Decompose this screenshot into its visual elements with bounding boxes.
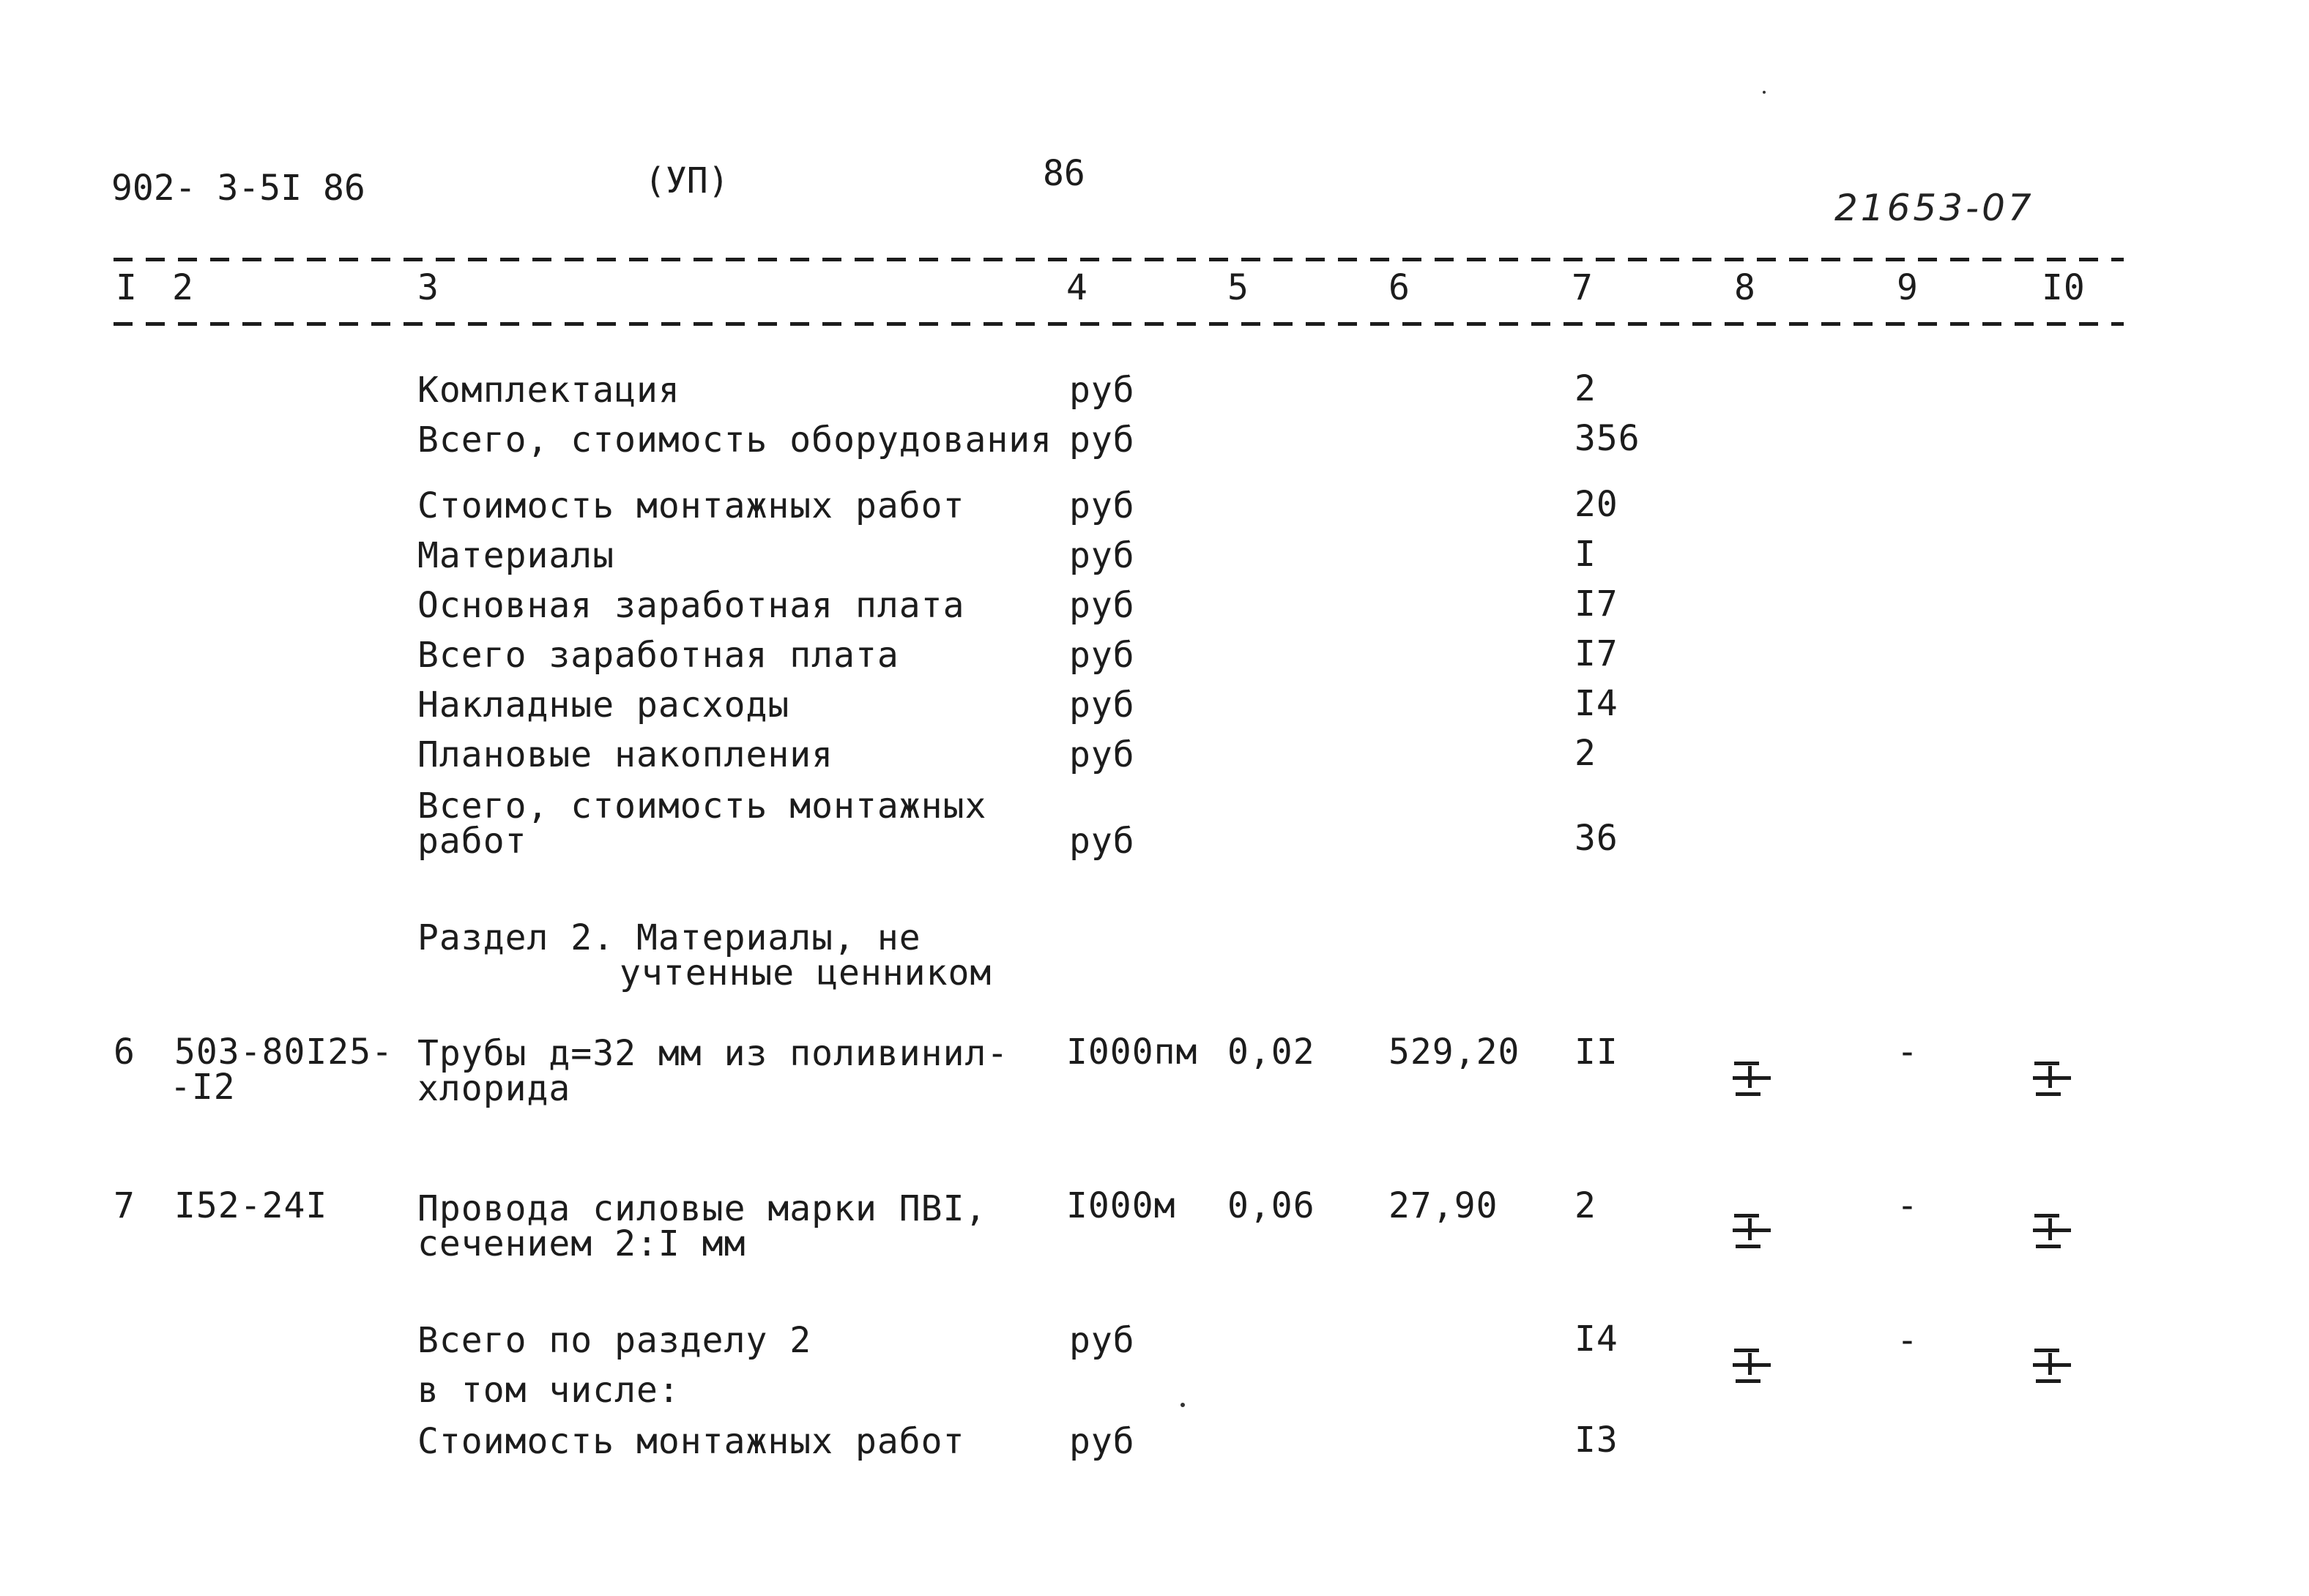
row-unit: руб xyxy=(1069,419,1135,460)
col-header-7: 7 xyxy=(1572,267,1594,308)
ditto-mark xyxy=(2033,1209,2071,1252)
row-value: 20 xyxy=(1574,484,1618,525)
item-quantity: 0,02 xyxy=(1227,1032,1315,1073)
section-total-label: Всего по разделу 2 xyxy=(417,1320,812,1361)
row-unit: руб xyxy=(1069,821,1135,862)
row-value: 356 xyxy=(1574,418,1640,459)
row-value: I7 xyxy=(1574,633,1618,674)
row-unit: руб xyxy=(1069,685,1135,726)
row-value: 2 xyxy=(1574,368,1596,409)
item-price: 529,20 xyxy=(1388,1032,1520,1073)
row-name: Всего заработная плата xyxy=(417,635,899,676)
col-header-1: I xyxy=(116,267,138,308)
item-code-line2: -I2 xyxy=(170,1067,236,1108)
section-total-value: I4 xyxy=(1574,1319,1618,1360)
item-number: 6 xyxy=(114,1032,135,1073)
row-name-line1: Всего, стоимость монтажных xyxy=(417,786,987,827)
row-value: I4 xyxy=(1574,683,1618,724)
row-name-line2: работ xyxy=(417,821,527,862)
header-rule-top xyxy=(114,258,2124,261)
ditto-mark xyxy=(1733,1344,1771,1387)
row-name: Накладные расходы xyxy=(417,685,790,726)
including-label: в том числе: xyxy=(417,1370,680,1411)
row-unit: руб xyxy=(1069,485,1135,526)
speck-mark xyxy=(1763,91,1766,94)
item-name-line2: сечением 2:I мм xyxy=(417,1223,746,1264)
row-value: 2 xyxy=(1574,733,1596,774)
ditto-mark xyxy=(2033,1344,2071,1387)
row-unit: руб xyxy=(1069,734,1135,775)
col-header-9: 9 xyxy=(1897,267,1919,308)
col-header-4: 4 xyxy=(1066,267,1088,308)
row-name: Материалы xyxy=(417,535,615,576)
row-name: Комплектация xyxy=(417,370,680,411)
row-value: I7 xyxy=(1574,583,1618,624)
page-number: 86 xyxy=(1043,153,1085,194)
row-unit: руб xyxy=(1069,535,1135,576)
col-header-6: 6 xyxy=(1388,267,1410,308)
row-unit: руб xyxy=(1069,585,1135,626)
item-total: 2 xyxy=(1574,1185,1596,1226)
col-header-8: 8 xyxy=(1734,267,1756,308)
col-header-3: 3 xyxy=(417,267,439,308)
item-price: 27,90 xyxy=(1388,1185,1498,1226)
inventory-number: 21653-07 xyxy=(1834,187,2034,229)
item-name-line1: Трубы д=32 мм из поливинил- xyxy=(417,1033,1009,1074)
row-unit: руб xyxy=(1069,635,1135,676)
row-name: Стоимость монтажных работ xyxy=(417,485,965,526)
ditto-mark xyxy=(2033,1057,2071,1100)
section-total-unit: руб xyxy=(1069,1320,1135,1361)
item-code-line1: 503-80I25- xyxy=(174,1032,393,1073)
section-title-line2: учтенные ценником xyxy=(620,952,992,993)
item-col9: - xyxy=(1897,1032,1919,1073)
col-header-2: 2 xyxy=(172,267,194,308)
row-name: Плановые накопления xyxy=(417,734,834,775)
header-rule-bottom xyxy=(114,322,2124,326)
ditto-mark xyxy=(1733,1057,1771,1100)
document-code: 902- 3-5I 86 xyxy=(111,168,365,209)
item-name-line1: Провода силовые марки ПВI, xyxy=(417,1188,987,1229)
row-name: Всего, стоимость оборудования xyxy=(417,419,1053,460)
item-code-line1: I52-24I xyxy=(174,1185,328,1226)
item-unit: I000м xyxy=(1066,1185,1176,1226)
item-quantity: 0,06 xyxy=(1227,1185,1315,1226)
install-cost-unit: руб xyxy=(1069,1421,1135,1462)
row-name: Основная заработная плата xyxy=(417,585,965,626)
row-unit: руб xyxy=(1069,370,1135,411)
item-col9: - xyxy=(1897,1185,1919,1226)
item-number: 7 xyxy=(114,1185,135,1226)
section-title-line1: Раздел 2. Материалы, не xyxy=(417,917,921,958)
section-mark: (УП) xyxy=(644,160,729,201)
item-unit: I000пм xyxy=(1066,1032,1198,1073)
row-value: I xyxy=(1574,534,1596,575)
section-total-col9: - xyxy=(1897,1320,1919,1361)
install-cost-value: I3 xyxy=(1574,1420,1618,1461)
install-cost-label: Стоимость монтажных работ xyxy=(417,1421,965,1462)
speck-mark xyxy=(1180,1403,1185,1407)
row-value: 36 xyxy=(1574,818,1618,859)
col-header-5: 5 xyxy=(1227,267,1249,308)
item-total: II xyxy=(1574,1032,1618,1073)
ditto-mark xyxy=(1733,1209,1771,1252)
col-header-10: I0 xyxy=(2042,267,2086,308)
item-name-line2: хлорида xyxy=(417,1068,571,1109)
